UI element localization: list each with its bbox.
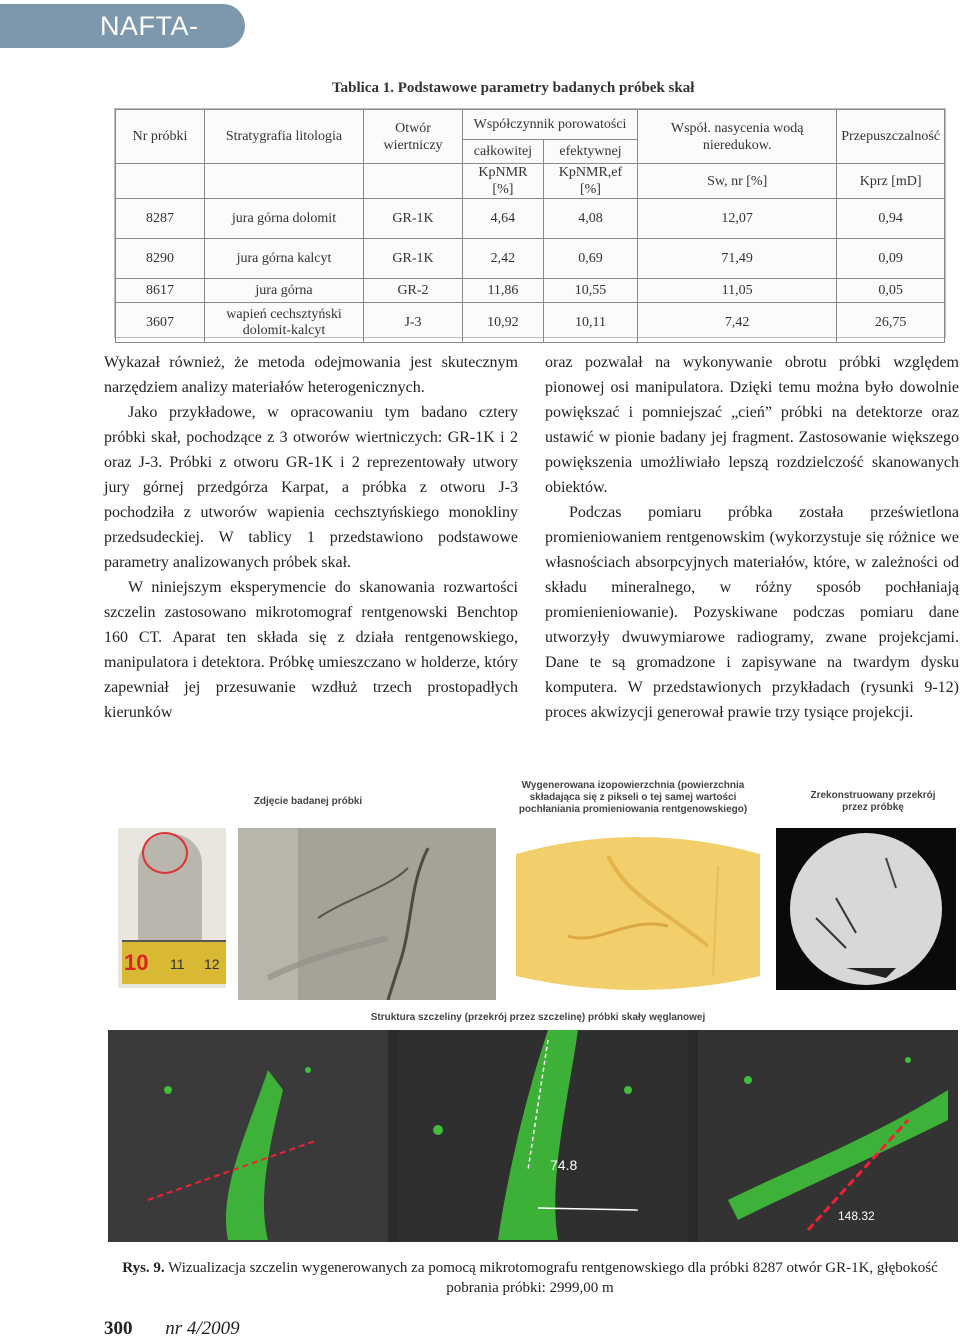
cell-sw: 7,42 <box>638 303 837 343</box>
cell-sw: 12,07 <box>638 199 837 239</box>
issue-number: nr 4/2009 <box>165 1318 240 1339</box>
cell-sw: 11,05 <box>638 279 837 303</box>
page-footer <box>104 1318 240 1340</box>
label-structure: Struktura szczeliny (przekrój przez szczelinę) próbki skały węglanowej <box>370 1012 706 1023</box>
th-unit-kprz: Kprz [mD] <box>837 164 945 199</box>
table-row <box>116 303 945 343</box>
caption-label: Rys. 9. <box>122 1260 165 1276</box>
caption-text: Wizualizacja szczelin wygenerowanych za pomocą mikrotomografu rentgenowskiego dla próbki 8287 otwór GR-1K, głębokość pobrania próbki: 2999,00 m <box>168 1260 938 1296</box>
sample-closeup-photo <box>238 828 496 1000</box>
fracture-structure-renders <box>108 1030 958 1242</box>
cell-nr: 3607 <box>116 303 205 343</box>
th-strat: Stratygrafia litologia <box>205 110 364 164</box>
cell-kprz: 0,09 <box>837 239 945 279</box>
cell-kpef: 10,11 <box>543 303 637 343</box>
table-row <box>116 199 945 239</box>
cell-kprz: 26,75 <box>837 303 945 343</box>
cell-kp: 10,92 <box>463 303 544 343</box>
th-saturation: Współ. nasycenia wodą nieredukow. <box>638 110 837 164</box>
measure-label-2: 148.32 <box>838 1209 875 1223</box>
paragraph: Podczas pomiaru próbka została prześwietlona promieniowaniem rentgenowskim (wykorzystuje się różnice we własnościach absorpcyjnych materiałów, które, w zależności od składu mineralnego, w różny sposób pochłaniają promienieniowanie). Pozyskiwane podczas pomiaru dane utworzyły dwuwymiarowe radiogramy, zwane projekcjami. Dane te są gromadzone i zapisywane na twardym dysku komputera. W przedstawionych przykładach (rysunki 9-12) proces akwizycji generował prawie trzy tysiące projekcji. <box>545 504 959 721</box>
th-porosity-group: Współczynnik porowatości <box>463 110 638 140</box>
cell-strat: wapień cechsztyński dolomit-kalcyt <box>205 303 364 343</box>
paragraph: Jako przykładowe, w opracowaniu tym badano cztery próbki skał, pochodzące z 3 otworów wiertniczych: GR-1K i 2 oraz J-3. Próbki z otworu GR-1K i 2 reprezentowały utwory jury górnej przedgórza Karpat, a próbka z otworu J-3 pochodziła z utworów wapienia cechsztyńskiego monokliny przedsudeckiej. W tablicy 1 przedstawiono podstawowe parametry analizowanych próbek skał. <box>104 404 518 571</box>
th-porosity-eff: efektywnej <box>543 140 637 164</box>
table-row <box>116 239 945 279</box>
cell-strat: jura górna kalcyt <box>205 239 364 279</box>
paragraph: Wykazał również, że metoda odejmowania jest skutecznym narzędziem analizy materiałów heterogenicznych. <box>104 354 518 396</box>
cell-kp: 11,86 <box>463 279 544 303</box>
journal-header-badge <box>0 4 245 85</box>
parameters-table <box>114 108 946 338</box>
ruler-label-11: 11 <box>170 956 185 972</box>
fracture-structure-svg <box>108 1030 958 1242</box>
cell-strat: jura górna dolomit <box>205 199 364 239</box>
page-number: 300 <box>104 1318 133 1339</box>
right-text-column <box>545 350 959 725</box>
ruler-label-12: 12 <box>204 956 220 972</box>
figure-9 <box>108 776 958 1242</box>
measure-label-1: 74.8 <box>550 1157 578 1173</box>
cell-sw: 71,49 <box>638 239 837 279</box>
th-nr: Nr próbki <box>116 110 205 164</box>
label-isosurface: Wygenerowana izopowierzchnia (powierzchnia składająca się z pikseli o tej samej wartości pochłaniania promieniowania rentgenowskiego) <box>518 780 748 815</box>
isosurface-svg <box>508 826 768 998</box>
cell-otwor: J-3 <box>364 303 463 343</box>
left-text-column <box>104 350 518 725</box>
cell-nr: 8617 <box>116 279 205 303</box>
cell-nr: 8287 <box>116 199 205 239</box>
cell-kpef: 0,69 <box>543 239 637 279</box>
cell-kpef: 10,55 <box>543 279 637 303</box>
journal-name: NAFTA-GAZ <box>100 11 199 85</box>
label-photo: Zdjęcie badanej próbki <box>253 796 363 807</box>
cell-kpef: 4,08 <box>543 199 637 239</box>
reconstruction-svg <box>776 828 956 990</box>
th-permeability: Przepuszczalność <box>837 110 945 164</box>
cell-kprz: 0,94 <box>837 199 945 239</box>
paragraph: oraz pozwalał na wykonywanie obrotu próbki względem pionowej osi manipulatora. Dzięki temu można było dowolnie powiększać i pomniejszać „cień” próbki na detektorze oraz ustawić w pionie badany jej fragment. Zastosowanie większego powiększenia umożliwiało lepszą rozdzielczość skanowanych obiektów. <box>545 354 959 496</box>
cell-otwor: GR-1K <box>364 199 463 239</box>
paragraph: W niniejszym eksperymencie do skanowania rozwartości szczelin zastosowano mikrotomograf rentgenowski Benchtop 160 CT. Aparat ten składa się z działa rentgenowskiego, manipulatora i detektora. Próbkę umieszczano w holderze, który zapewniał jej przesuwanie wzdłuż trzech prostopadłych kierunków <box>104 579 518 721</box>
cell-strat: jura górna <box>205 279 364 303</box>
ruler-label-10: 10 <box>124 950 149 975</box>
th-otwor: Otwór wiertniczy <box>364 110 463 164</box>
cell-otwor: GR-2 <box>364 279 463 303</box>
th-porosity-total: całkowitej <box>463 140 544 164</box>
cell-nr: 8290 <box>116 239 205 279</box>
cell-kprz: 0,05 <box>837 279 945 303</box>
reconstruction-slice <box>776 828 956 990</box>
th-unit-kpef: KpNMR,ef [%] <box>543 164 637 199</box>
table-row <box>116 279 945 303</box>
highlight-circle <box>142 832 188 874</box>
cell-kp: 4,64 <box>463 199 544 239</box>
cell-otwor: GR-1K <box>364 239 463 279</box>
th-unit-kp: KpNMR [%] <box>463 164 544 199</box>
fracture-closeup-svg <box>238 828 496 1000</box>
sample-photo <box>118 828 226 988</box>
isosurface-render <box>508 826 768 998</box>
table-title: Tablica 1. Podstawowe parametry badanych próbek skał <box>332 80 695 96</box>
label-reconstruction: Zrekonstruowany przekrój przez próbkę <box>810 790 936 813</box>
figure-caption <box>110 1258 950 1298</box>
ruler <box>122 940 226 984</box>
th-unit-sw: Sw, nr [%] <box>638 164 837 199</box>
cell-kp: 2,42 <box>463 239 544 279</box>
